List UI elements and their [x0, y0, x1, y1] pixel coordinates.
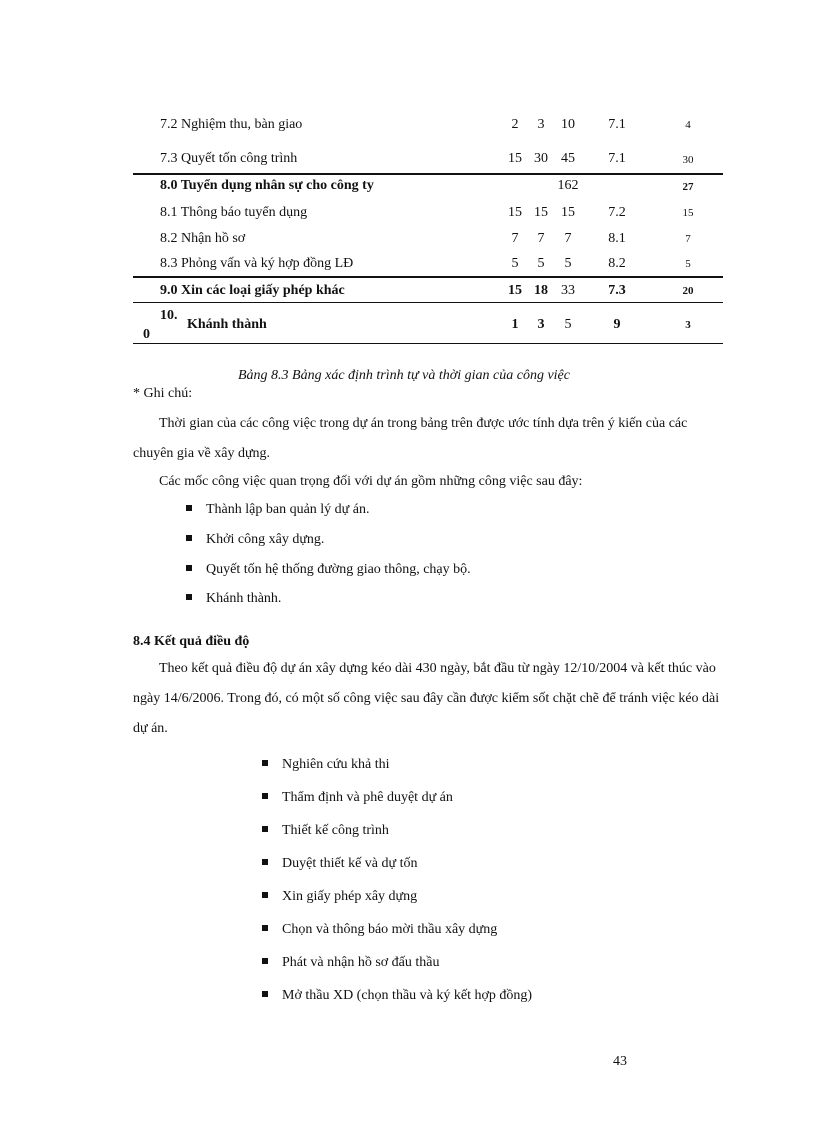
list-item: Quyết tốn hệ thống đường giao thông, chạy bộ. [186, 562, 471, 578]
bullet-icon [262, 991, 268, 997]
note-label: * Ghi chú: [133, 386, 193, 401]
table-row-label: 7.2 Nghiệm thu, bàn giao [160, 117, 303, 132]
table-cell: 7 [511, 231, 519, 246]
table-cell: 20 [682, 285, 694, 297]
note-paragraph: Thời gian của các công việc trong dự án trong bảng trên được ước tính dựa trên ý kiến của các chuyên gia về xây dựng. [133, 416, 688, 461]
table-rule [133, 302, 723, 303]
bullet-icon [186, 565, 192, 571]
table-cell: 3 [537, 117, 545, 132]
table-cell: 9 [613, 317, 621, 332]
milestones-intro: Các mốc công việc quan trọng đối với dự án gồm những công việc sau đây: [159, 474, 583, 489]
bullet-icon [262, 958, 268, 964]
list-item: Phát và nhận hồ sơ đấu thầu [262, 955, 440, 971]
bullet-icon [262, 859, 268, 865]
table-cell: 18 [534, 283, 548, 298]
table-cell: 10 [561, 117, 575, 132]
table-cell: 15 [534, 205, 548, 220]
table-cell: 162 [557, 178, 579, 193]
table-cell: 7 [564, 231, 572, 246]
table-cell: 1 [511, 317, 519, 332]
bullet-icon [262, 892, 268, 898]
table-cell: 5 [564, 256, 572, 271]
section-paragraph: Theo kết quả điều độ dự án xây dựng kéo dài 430 ngày, bắt đầu từ ngày 12/10/2004 và kết thúc vào ngày 14/6/2006. Trong đó, có một số công việc sau đây cần được kiểm sốt chặt chẽ để tránh việc kéo dài dự án. [133, 661, 720, 736]
table-cell: 15 [682, 207, 694, 219]
table-cell: 15 [508, 283, 522, 298]
list-item: Khởi công xây dựng. [186, 532, 324, 548]
list-item: Chọn và thông báo mời thầu xây dựng [262, 922, 497, 938]
table-cell: 33 [561, 283, 575, 298]
list-item: Thành lập ban quản lý dự án. [186, 502, 370, 518]
table-cell: 7 [537, 231, 545, 246]
table-rule [133, 276, 723, 278]
table-row-label: Khánh thành [187, 317, 267, 332]
table-cell: 5 [564, 317, 572, 332]
bullet-icon [186, 594, 192, 600]
list-item: Mở thầu XD (chọn thầu và ký kết hợp đồng) [262, 988, 532, 1004]
table-cell: 7 [685, 233, 691, 245]
table-rule [133, 343, 723, 344]
table-cell: 8.1 [608, 231, 626, 246]
table-cell: 2 [511, 117, 519, 132]
bullet-icon [186, 505, 192, 511]
table-cell: 27 [682, 181, 694, 193]
section-heading: 8.4 Kết quả điều độ [133, 634, 250, 649]
list-item: Thiết kế công trình [262, 823, 389, 839]
bullet-icon [186, 535, 192, 541]
table-cell: 3 [685, 319, 691, 331]
table-row-label: 7.3 Quyết tốn công trình [160, 151, 298, 166]
table-cell: 15 [508, 205, 522, 220]
list-item: Xin giấy phép xây dựng [262, 889, 417, 905]
table-row-number: 0 [143, 327, 150, 342]
table-cell: 15 [508, 151, 522, 166]
table-rule [133, 173, 723, 175]
table-cell: 45 [561, 151, 575, 166]
page-number: 43 [613, 1054, 627, 1069]
table-cell: 30 [534, 151, 548, 166]
list-item: Nghiên cứu khả thi [262, 757, 390, 773]
table-cell: 7.2 [608, 205, 626, 220]
table-caption: Bảng 8.3 Bảng xác định trình tự và thời gian của công việc [238, 368, 570, 383]
list-item: Khánh thành. [186, 591, 281, 607]
bullet-icon [262, 793, 268, 799]
bullet-icon [262, 826, 268, 832]
list-item: Duyệt thiết kế và dự tốn [262, 856, 418, 872]
table-cell: 15 [561, 205, 575, 220]
table-cell: 7.1 [608, 117, 626, 132]
table-cell: 7.3 [608, 283, 626, 298]
table-cell: 8.2 [608, 256, 626, 271]
table-row-label: 8.2 Nhận hồ sơ [160, 231, 246, 246]
table-row-label: 8.3 Phỏng vấn và ký hợp đồng LĐ [160, 256, 354, 271]
table-cell: 7.1 [608, 151, 626, 166]
table-row-label: 9.0 Xin các loại giấy phép khác [160, 283, 345, 298]
table-row-number: 10. [160, 308, 178, 323]
list-item: Thẩm định và phê duyệt dự án [262, 790, 453, 806]
table-cell: 5 [511, 256, 519, 271]
table-cell: 5 [537, 256, 545, 271]
table-row-label: 8.0 Tuyển dụng nhân sự cho công ty [160, 178, 374, 193]
table-row-label: 8.1 Thông báo tuyển dụng [160, 205, 308, 220]
table-cell: 30 [682, 154, 694, 166]
bullet-icon [262, 925, 268, 931]
table-cell: 4 [685, 119, 691, 131]
bullet-icon [262, 760, 268, 766]
table-cell: 5 [685, 258, 691, 270]
table-cell: 3 [537, 317, 545, 332]
